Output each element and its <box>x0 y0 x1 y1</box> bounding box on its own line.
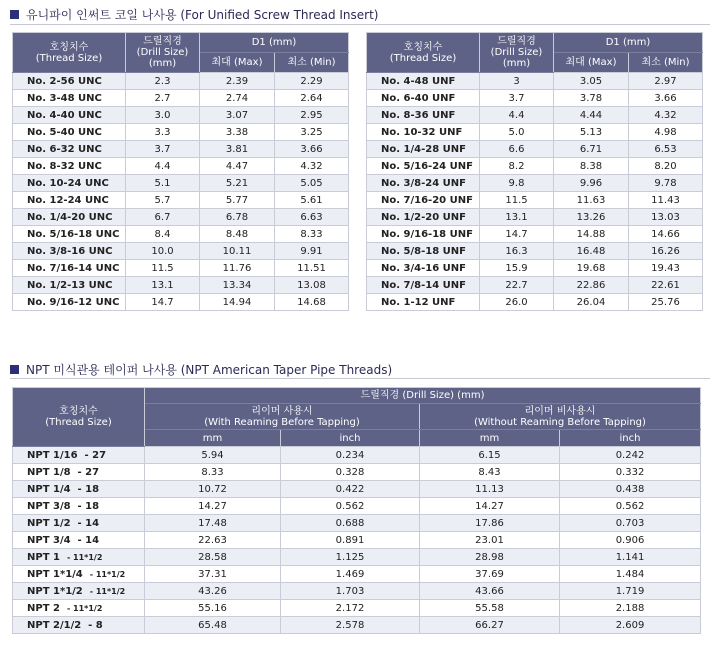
npt-table-row <box>13 617 701 634</box>
npt-size-cell <box>13 515 145 532</box>
d1-min-cell: 14.66 <box>629 226 703 243</box>
npt-size-cell <box>13 600 145 617</box>
unf-table-row <box>367 124 703 141</box>
with-reaming-inch-cell: 1.469 <box>281 566 420 583</box>
with-reaming-inch-cell: 1.703 <box>281 583 420 600</box>
d1-max-cell: 22.86 <box>554 277 629 294</box>
drill-size-cell: 22.7 <box>480 277 554 294</box>
d1-min-cell: 5.61 <box>275 192 349 209</box>
d1-min-cell: 2.64 <box>275 90 349 107</box>
drill-size-header-unit: (mm) <box>148 58 177 69</box>
with-reaming-mm-cell: 37.31 <box>145 566 281 583</box>
drill-size-cell: 5.1 <box>126 175 200 192</box>
d1-max-cell: 6.78 <box>200 209 275 226</box>
thread-size-header <box>13 33 126 73</box>
without-reaming-inch-cell: 0.242 <box>560 447 701 464</box>
without-reaming-header-en: (Without Reaming Before Tapping) <box>474 416 646 428</box>
drill-size-cell: 6.7 <box>126 209 200 226</box>
drill-size-cell: 5.7 <box>126 192 200 209</box>
drill-size-cell: 3.7 <box>480 90 554 107</box>
drill-size-cell: 2.7 <box>126 90 200 107</box>
thread-size-cell: No. 5/8-18 UNF <box>367 243 480 260</box>
thread-size-cell: No. 9/16-18 UNF <box>367 226 480 243</box>
drill-size-cell: 13.1 <box>480 209 554 226</box>
npt-size-name: NPT 1*1/2 <box>27 585 83 597</box>
without-reaming-mm-cell: 23.01 <box>420 532 560 549</box>
d1-min-cell: 4.32 <box>275 158 349 175</box>
thread-size-header <box>367 33 480 73</box>
npt-size-cell <box>13 447 145 464</box>
unf-table-row <box>367 175 703 192</box>
thread-size-header-ko: 호칭치수 <box>403 41 443 53</box>
thread-size-cell: No. 8-36 UNF <box>367 107 480 124</box>
npt-size-tpi: - 27 <box>77 466 100 478</box>
unc-table-row <box>13 209 349 226</box>
d1-min-cell: 6.53 <box>629 141 703 158</box>
thread-size-cell: No. 6-40 UNF <box>367 90 480 107</box>
without-reaming-inch-cell: 1.719 <box>560 583 701 600</box>
unf-table-row <box>367 209 703 226</box>
d1-min-cell: 19.43 <box>629 260 703 277</box>
d1-min-cell: 2.95 <box>275 107 349 124</box>
thread-size-cell: No. 10-24 UNC <box>13 175 126 192</box>
d1-max-cell: 8.48 <box>200 226 275 243</box>
d1-max-cell: 13.34 <box>200 277 275 294</box>
unf-table-row <box>367 158 703 175</box>
npt-thread-size-header <box>13 388 145 447</box>
d1-max-cell: 14.94 <box>200 294 275 311</box>
d1-max-cell: 14.88 <box>554 226 629 243</box>
thread-size-cell: No. 3/8-24 UNF <box>367 175 480 192</box>
d1-min-cell: 5.05 <box>275 175 349 192</box>
unc-table-row <box>13 158 349 175</box>
with-reaming-header-ko: 리이머 사용시 <box>251 405 313 417</box>
d1-min-cell: 2.29 <box>275 73 349 90</box>
d1-max-cell: 6.71 <box>554 141 629 158</box>
unf-table-row <box>367 277 703 294</box>
drill-size-cell: 5.0 <box>480 124 554 141</box>
with-reaming-inch-cell: 2.578 <box>281 617 420 634</box>
npt-table-row <box>13 447 701 464</box>
npt-size-tpi: - 27 <box>84 449 107 461</box>
unified-title-rule <box>10 24 710 25</box>
d1-max-cell: 3.78 <box>554 90 629 107</box>
npt-size-tpi: - 11*1/2 <box>66 603 103 613</box>
thread-size-cell: No. 3/8-16 UNC <box>13 243 126 260</box>
with-reaming-mm-cell: 65.48 <box>145 617 281 634</box>
thread-size-cell: No. 1/4-28 UNF <box>367 141 480 158</box>
d1-min-cell: 16.26 <box>629 243 703 260</box>
d1-max-cell: 26.04 <box>554 294 629 311</box>
thread-size-cell: No. 5-40 UNC <box>13 124 126 141</box>
npt-table-body <box>13 447 701 634</box>
without-reaming-mm-cell: 28.98 <box>420 549 560 566</box>
npt-thread-table <box>12 387 701 634</box>
npt-size-cell <box>13 566 145 583</box>
d1-min-cell: 6.63 <box>275 209 349 226</box>
with-reaming-inch-cell: 2.172 <box>281 600 420 617</box>
npt-size-cell <box>13 532 145 549</box>
d1-max-cell: 3.05 <box>554 73 629 90</box>
npt-size-tpi: - 11*1/2 <box>66 552 103 562</box>
without-reaming-mm-cell: 17.86 <box>420 515 560 532</box>
d1-max-cell: 9.96 <box>554 175 629 192</box>
thread-size-cell: No. 8-32 UNC <box>13 158 126 175</box>
unc-table-row <box>13 226 349 243</box>
without-reaming-mm-cell: 14.27 <box>420 498 560 515</box>
thread-size-cell: No. 9/16-12 UNC <box>13 294 126 311</box>
min-header: 최소 (Min) <box>275 53 349 73</box>
d1-min-cell: 14.68 <box>275 294 349 311</box>
unf-table-row <box>367 107 703 124</box>
without-reaming-mm-cell: 66.27 <box>420 617 560 634</box>
unf-thread-table <box>366 32 703 311</box>
npt-size-name: NPT 1/16 <box>27 449 78 461</box>
npt-table-row <box>13 498 701 515</box>
npt-size-tpi: - 18 <box>77 483 100 495</box>
with-reaming-mm-cell: 55.16 <box>145 600 281 617</box>
with-reaming-inch-cell: 1.125 <box>281 549 420 566</box>
thread-size-cell: No. 4-40 UNC <box>13 107 126 124</box>
section-bullet-icon <box>10 10 19 19</box>
unc-table-row <box>13 294 349 311</box>
npt-drill-size-header: 드릴직경 (Drill Size) (mm) <box>145 388 701 404</box>
thread-size-cell: No. 12-24 UNC <box>13 192 126 209</box>
thread-size-cell: No. 5/16-18 UNC <box>13 226 126 243</box>
unified-section-title <box>10 6 378 23</box>
npt-size-name: NPT 1/8 <box>27 466 71 478</box>
drill-size-cell: 3.3 <box>126 124 200 141</box>
with-reaming-inch-cell: 0.234 <box>281 447 420 464</box>
d1-min-cell: 9.78 <box>629 175 703 192</box>
thread-size-cell: No. 7/8-14 UNF <box>367 277 480 294</box>
thread-size-cell: No. 1-12 UNF <box>367 294 480 311</box>
d1-min-cell: 3.66 <box>629 90 703 107</box>
without-reaming-mm-cell: 6.15 <box>420 447 560 464</box>
npt-table-row <box>13 549 701 566</box>
npt-size-tpi: - 11*1/2 <box>89 569 126 579</box>
npt-size-tpi: - 11*1/2 <box>89 586 126 596</box>
unc-table-row <box>13 141 349 158</box>
unc-table-row <box>13 175 349 192</box>
with-reaming-inch-header: inch <box>281 430 420 447</box>
npt-table-row <box>13 481 701 498</box>
d1-max-cell: 2.74 <box>200 90 275 107</box>
npt-size-tpi: - 8 <box>88 619 103 631</box>
npt-size-cell <box>13 481 145 498</box>
without-reaming-mm-cell: 8.43 <box>420 464 560 481</box>
d1-max-cell: 4.44 <box>554 107 629 124</box>
unf-table-row <box>367 226 703 243</box>
d1-max-cell: 11.76 <box>200 260 275 277</box>
without-reaming-mm-cell: 43.66 <box>420 583 560 600</box>
without-reaming-inch-cell: 1.141 <box>560 549 701 566</box>
drill-size-cell: 11.5 <box>480 192 554 209</box>
npt-size-name: NPT 2 <box>27 602 60 614</box>
thread-size-cell: No. 4-48 UNF <box>367 73 480 90</box>
d1-min-cell: 11.43 <box>629 192 703 209</box>
with-reaming-mm-cell: 17.48 <box>145 515 281 532</box>
unf-table-row <box>367 73 703 90</box>
d1-max-cell: 3.38 <box>200 124 275 141</box>
without-reaming-mm-cell: 55.58 <box>420 600 560 617</box>
with-reaming-mm-cell: 8.33 <box>145 464 281 481</box>
d1-min-cell: 9.91 <box>275 243 349 260</box>
npt-table-row <box>13 566 701 583</box>
d1-min-cell: 3.66 <box>275 141 349 158</box>
d1-max-cell: 3.07 <box>200 107 275 124</box>
drill-size-cell: 2.3 <box>126 73 200 90</box>
drill-size-cell: 6.6 <box>480 141 554 158</box>
npt-thread-size-header-en: (Thread Size) <box>45 417 112 428</box>
thread-size-cell: No. 6-32 UNC <box>13 141 126 158</box>
drill-size-cell: 11.5 <box>126 260 200 277</box>
thread-size-cell: No. 1/2-13 UNC <box>13 277 126 294</box>
unc-thread-table <box>12 32 349 311</box>
unf-table-row <box>367 141 703 158</box>
drill-size-cell: 14.7 <box>480 226 554 243</box>
thread-size-cell: No. 5/16-24 UNF <box>367 158 480 175</box>
with-reaming-mm-cell: 28.58 <box>145 549 281 566</box>
drill-size-cell: 9.8 <box>480 175 554 192</box>
without-reaming-mm-header: mm <box>420 430 560 447</box>
with-reaming-inch-cell: 0.891 <box>281 532 420 549</box>
drill-size-header-en: (Drill Size) <box>136 47 189 58</box>
npt-size-tpi: - 14 <box>77 517 100 529</box>
d1-max-cell: 8.38 <box>554 158 629 175</box>
thread-size-cell: No. 7/16-14 UNC <box>13 260 126 277</box>
thread-size-cell: No. 3/4-16 UNF <box>367 260 480 277</box>
d1-max-cell: 16.48 <box>554 243 629 260</box>
with-reaming-inch-cell: 0.422 <box>281 481 420 498</box>
with-reaming-header-en: (With Reaming Before Tapping) <box>204 416 360 428</box>
thread-size-cell: No. 3-48 UNC <box>13 90 126 107</box>
with-reaming-mm-cell: 10.72 <box>145 481 281 498</box>
drill-size-header <box>480 33 554 73</box>
thread-size-cell: No. 10-32 UNF <box>367 124 480 141</box>
d1-min-cell: 13.03 <box>629 209 703 226</box>
d1-min-cell: 25.76 <box>629 294 703 311</box>
npt-title-rule <box>10 378 710 379</box>
unc-table-row <box>13 73 349 90</box>
npt-size-name: NPT 1/4 <box>27 483 71 495</box>
d1-min-cell: 11.51 <box>275 260 349 277</box>
d1-max-cell: 19.68 <box>554 260 629 277</box>
npt-size-cell <box>13 583 145 600</box>
d1-max-cell: 10.11 <box>200 243 275 260</box>
without-reaming-mm-cell: 11.13 <box>420 481 560 498</box>
section-bullet-icon <box>10 365 19 374</box>
unc-table-row <box>13 260 349 277</box>
drill-size-cell: 4.4 <box>480 107 554 124</box>
thread-size-header-ko: 호칭치수 <box>49 41 89 53</box>
d1-min-cell: 3.25 <box>275 124 349 141</box>
drill-size-cell: 26.0 <box>480 294 554 311</box>
d1-max-cell: 2.39 <box>200 73 275 90</box>
unf-table-body <box>367 73 703 311</box>
without-reaming-mm-cell: 37.69 <box>420 566 560 583</box>
npt-size-cell <box>13 617 145 634</box>
npt-table-row <box>13 515 701 532</box>
npt-section-title <box>10 361 392 378</box>
with-reaming-inch-cell: 0.328 <box>281 464 420 481</box>
drill-size-header-unit: (mm) <box>502 58 531 69</box>
npt-section-title-text: NPT 미식관용 테이퍼 나사용 (NPT American Taper Pipe Threads) <box>26 363 393 377</box>
drill-size-cell: 16.3 <box>480 243 554 260</box>
npt-size-tpi: - 14 <box>77 534 100 546</box>
drill-size-cell: 8.4 <box>126 226 200 243</box>
d1-min-cell: 8.20 <box>629 158 703 175</box>
unc-table-row <box>13 90 349 107</box>
with-reaming-inch-cell: 0.562 <box>281 498 420 515</box>
d1-max-cell: 3.81 <box>200 141 275 158</box>
unc-table-body <box>13 73 349 311</box>
thread-size-cell: No. 2-56 UNC <box>13 73 126 90</box>
unc-table-row <box>13 124 349 141</box>
npt-table-row <box>13 532 701 549</box>
drill-size-cell: 13.1 <box>126 277 200 294</box>
drill-size-cell: 15.9 <box>480 260 554 277</box>
npt-size-name: NPT 3/8 <box>27 500 71 512</box>
drill-size-header-en: (Drill Size) <box>490 47 543 58</box>
drill-size-cell: 8.2 <box>480 158 554 175</box>
with-reaming-mm-cell: 43.26 <box>145 583 281 600</box>
d1-max-cell: 5.21 <box>200 175 275 192</box>
npt-table-row <box>13 464 701 481</box>
without-reaming-inch-cell: 0.562 <box>560 498 701 515</box>
with-reaming-inch-cell: 0.688 <box>281 515 420 532</box>
without-reaming-header-ko: 리이머 비사용시 <box>524 405 596 417</box>
d1-min-cell: 13.08 <box>275 277 349 294</box>
npt-size-name: NPT 1/2 <box>27 517 71 529</box>
unf-table-row <box>367 243 703 260</box>
drill-size-cell: 3 <box>480 73 554 90</box>
d1-max-cell: 11.63 <box>554 192 629 209</box>
without-reaming-inch-cell: 2.609 <box>560 617 701 634</box>
thread-size-header-en: (Thread Size) <box>35 52 103 64</box>
unf-table-row <box>367 294 703 311</box>
with-reaming-mm-cell: 5.94 <box>145 447 281 464</box>
drill-size-header-ko: 드릴직경 <box>497 36 536 47</box>
d1-min-cell: 4.32 <box>629 107 703 124</box>
drill-size-cell: 3.7 <box>126 141 200 158</box>
npt-size-cell <box>13 498 145 515</box>
unf-table-row <box>367 260 703 277</box>
without-reaming-inch-cell: 2.188 <box>560 600 701 617</box>
npt-size-cell <box>13 549 145 566</box>
unf-table-row <box>367 90 703 107</box>
npt-thread-size-header-ko: 호칭치수 <box>59 406 98 417</box>
thread-size-cell: No. 1/2-20 UNF <box>367 209 480 226</box>
max-header: 최대 (Max) <box>200 53 275 73</box>
npt-table-row <box>13 600 701 617</box>
drill-size-cell: 10.0 <box>126 243 200 260</box>
with-reaming-mm-cell: 22.63 <box>145 532 281 549</box>
d1-min-cell: 8.33 <box>275 226 349 243</box>
npt-table-row <box>13 583 701 600</box>
without-reaming-inch-cell: 1.484 <box>560 566 701 583</box>
d1-min-cell: 22.61 <box>629 277 703 294</box>
d1-min-cell: 2.97 <box>629 73 703 90</box>
d1-max-cell: 5.77 <box>200 192 275 209</box>
max-header: 최대 (Max) <box>554 53 629 73</box>
without-reaming-inch-header: inch <box>560 430 701 447</box>
d1-header: D1 (mm) <box>554 33 703 53</box>
d1-min-cell: 4.98 <box>629 124 703 141</box>
with-reaming-header <box>145 404 420 430</box>
unc-table-row <box>13 277 349 294</box>
without-reaming-inch-cell: 0.438 <box>560 481 701 498</box>
d1-max-cell: 4.47 <box>200 158 275 175</box>
thread-size-cell: No. 7/16-20 UNF <box>367 192 480 209</box>
without-reaming-inch-cell: 0.703 <box>560 515 701 532</box>
drill-size-header <box>126 33 200 73</box>
unf-table-row <box>367 192 703 209</box>
npt-size-cell <box>13 464 145 481</box>
thread-size-cell: No. 1/4-20 UNC <box>13 209 126 226</box>
unified-section-title-text: 유니파이 인써트 코일 나사용 (For Unified Screw Thread Insert) <box>26 8 379 22</box>
drill-size-cell: 3.0 <box>126 107 200 124</box>
unc-table-row <box>13 243 349 260</box>
thread-size-header-en: (Thread Size) <box>389 52 457 64</box>
without-reaming-inch-cell: 0.332 <box>560 464 701 481</box>
drill-size-header-ko: 드릴직경 <box>143 36 182 47</box>
npt-size-tpi: - 18 <box>77 500 100 512</box>
unc-table-row <box>13 192 349 209</box>
npt-size-name: NPT 1*1/4 <box>27 568 83 580</box>
with-reaming-mm-header: mm <box>145 430 281 447</box>
npt-size-name: NPT 2/1/2 <box>27 619 82 631</box>
d1-max-cell: 13.26 <box>554 209 629 226</box>
d1-max-cell: 5.13 <box>554 124 629 141</box>
d1-header: D1 (mm) <box>200 33 349 53</box>
drill-size-cell: 14.7 <box>126 294 200 311</box>
npt-size-name: NPT 3/4 <box>27 534 71 546</box>
without-reaming-header <box>420 404 701 430</box>
unc-table-row <box>13 107 349 124</box>
drill-size-cell: 4.4 <box>126 158 200 175</box>
npt-size-name: NPT 1 <box>27 551 60 563</box>
min-header: 최소 (Min) <box>629 53 703 73</box>
without-reaming-inch-cell: 0.906 <box>560 532 701 549</box>
with-reaming-mm-cell: 14.27 <box>145 498 281 515</box>
